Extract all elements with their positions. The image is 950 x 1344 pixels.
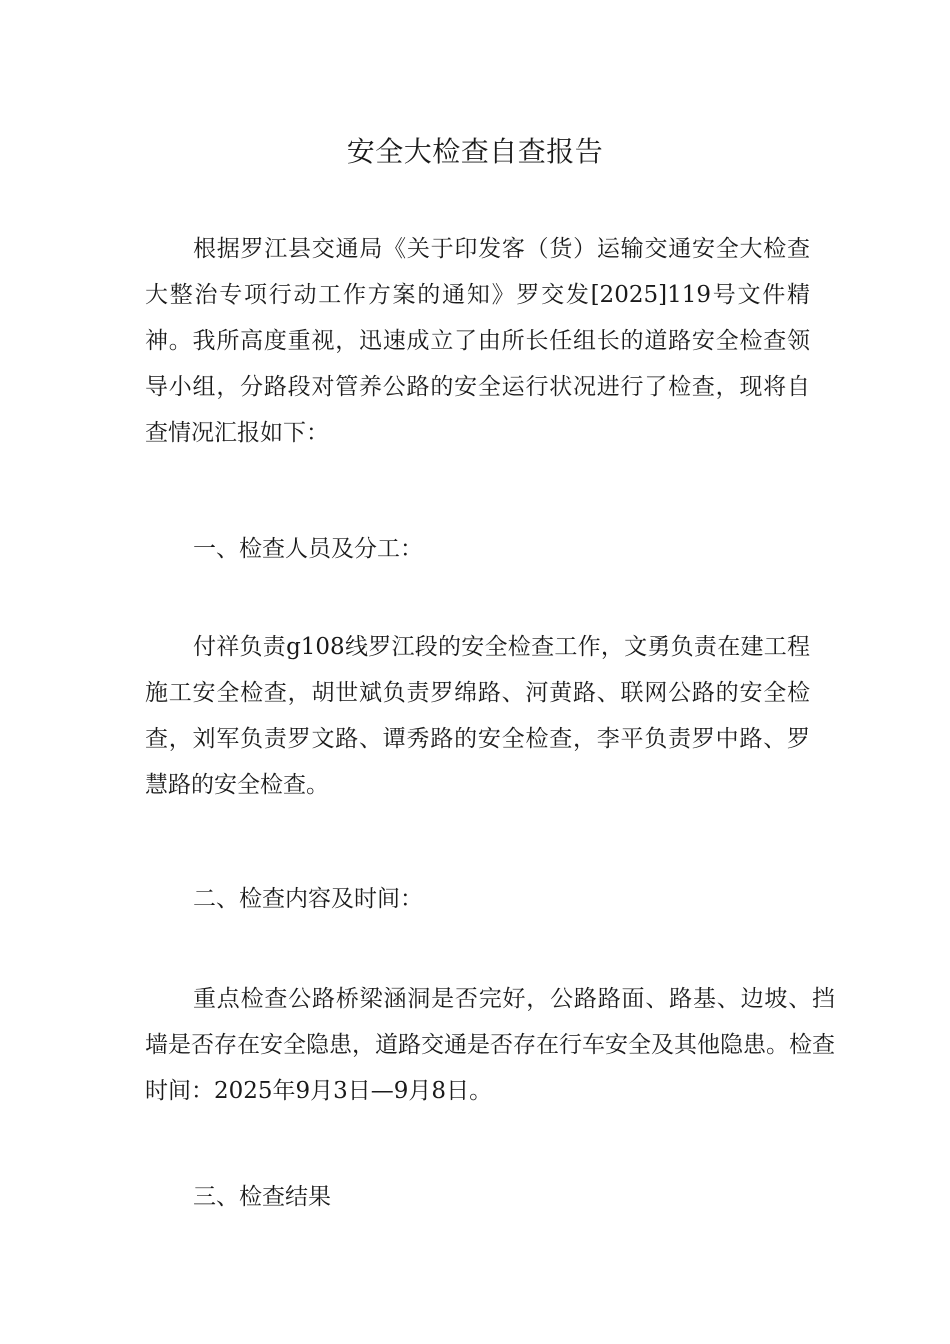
document-title: 安全大检查自查报告: [346, 135, 604, 168]
section-heading-personnel: 一、检查人员及分工：: [193, 536, 423, 562]
section-heading-results: 三、检查结果: [193, 1184, 331, 1210]
section-body-content-time: 重点检查公路桥梁涵洞是否完好，公路路面、路基、边坡、挡墙是否存在安全隐患，道路交通是否存在行车安全及其他隐患。检查时间：2025年9月3日—9月8日。: [145, 986, 835, 1104]
section-heading-content-time: 二、检查内容及时间：: [193, 886, 423, 912]
intro-paragraph: 根据罗江县交通局《关于印发客（货）运输交通安全大检查大整治专项行动工作方案的通知》罗交发[2025]119号文件精神。我所高度重视，迅速成立了由所长任组长的道路安全检查领导小组，分路段对管养公路的安全运行状况进行了检查，现将自查情况汇报如下：: [145, 236, 810, 446]
section-body-personnel: 付祥负责g108线罗江段的安全检查工作，文勇负责在建工程施工安全检查，胡世斌负责罗绵路、河黄路、联网公路的安全检查，刘军负责罗文路、谭秀路的安全检查，李平负责罗中路、罗慧路的安全检查。: [145, 634, 810, 798]
